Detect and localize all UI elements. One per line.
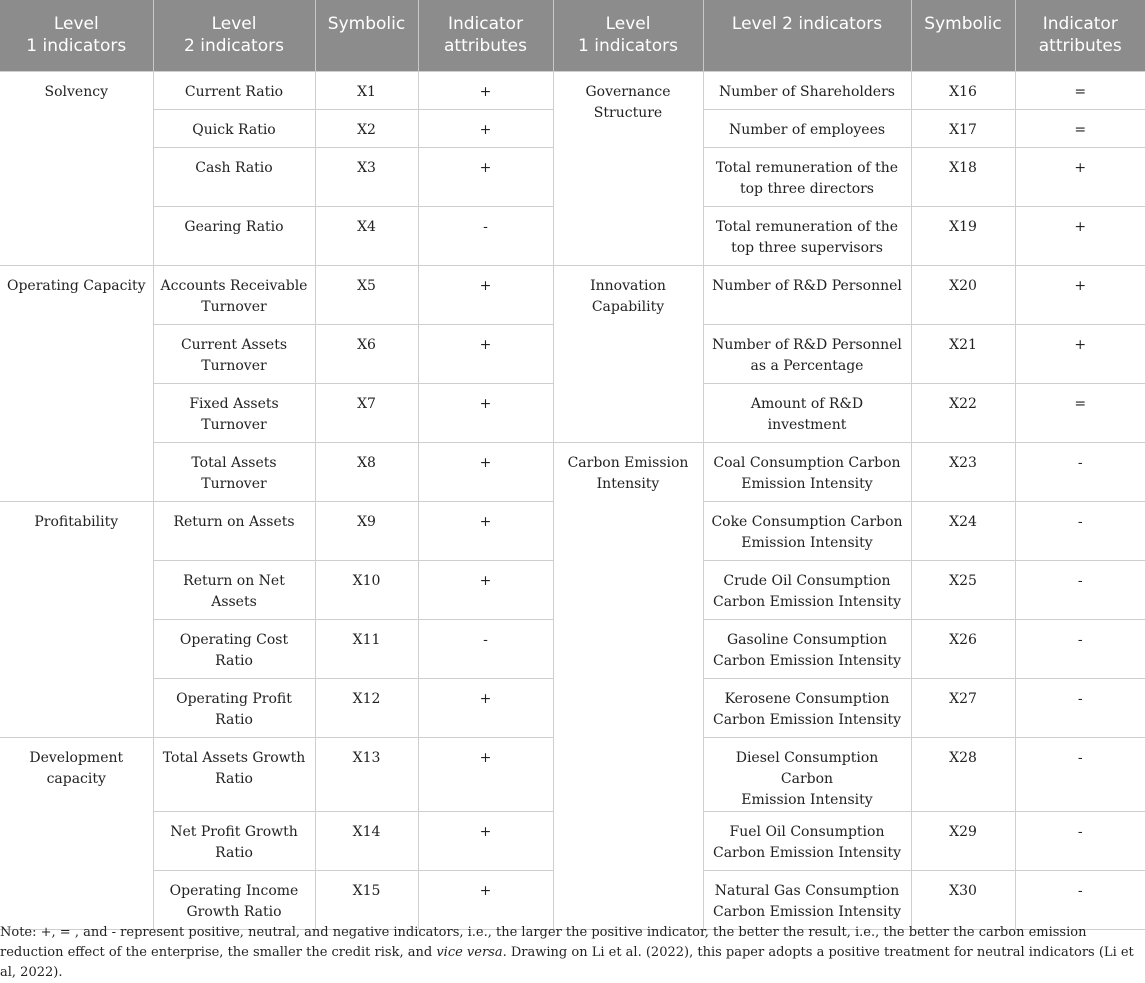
attribute-cell: - xyxy=(418,619,553,678)
note-italic: vice versa xyxy=(436,945,503,960)
level2-cell: Operating Cost Ratio xyxy=(153,619,315,678)
table-row xyxy=(0,442,1145,501)
attribute-cell: + xyxy=(418,324,553,383)
attribute-cell: + xyxy=(418,71,553,109)
symbol-cell: X17 xyxy=(911,109,1015,147)
level1-cell: Development capacity xyxy=(0,737,153,929)
level2-cell: Amount of R&D investment xyxy=(703,383,911,442)
symbol-cell: X11 xyxy=(315,619,418,678)
attribute-cell: - xyxy=(1015,737,1145,811)
header-row xyxy=(0,0,1145,71)
symbol-cell: X20 xyxy=(911,265,1015,324)
symbol-cell: X1 xyxy=(315,71,418,109)
table-note xyxy=(0,923,1140,983)
level2-cell: Natural Gas Consumption Carbon Emission Intensity xyxy=(703,870,911,929)
header-left-level2: Level 2 indicators xyxy=(153,0,315,71)
symbol-cell: X3 xyxy=(315,147,418,206)
attribute-cell: + xyxy=(418,442,553,501)
level2-cell: Total remuneration of the top three supervisors xyxy=(703,206,911,265)
attribute-cell: + xyxy=(418,560,553,619)
attribute-cell: + xyxy=(418,811,553,870)
level2-cell: Crude Oil Consumption Carbon Emission Intensity xyxy=(703,560,911,619)
symbol-cell: X6 xyxy=(315,324,418,383)
level1-cell: Governance Structure xyxy=(553,71,703,265)
symbol-cell: X29 xyxy=(911,811,1015,870)
symbol-cell: X22 xyxy=(911,383,1015,442)
note-text-end: . Drawing on Li et al. (2022), this paper adopts a positive treatment for neutral indicators (Li et al, 2022). xyxy=(0,945,1134,980)
attribute-cell: - xyxy=(1015,870,1145,929)
attribute-cell: + xyxy=(418,109,553,147)
level2-cell: Accounts Receivable Turnover xyxy=(153,265,315,324)
level2-cell: Total Assets Turnover xyxy=(153,442,315,501)
level2-cell: Operating Income Growth Ratio xyxy=(153,870,315,929)
symbol-cell: X12 xyxy=(315,678,418,737)
symbol-cell: X14 xyxy=(315,811,418,870)
symbol-cell: X5 xyxy=(315,265,418,324)
level2-cell: Total remuneration of the top three directors xyxy=(703,147,911,206)
attribute-cell: - xyxy=(1015,619,1145,678)
symbol-cell: X19 xyxy=(911,206,1015,265)
level2-cell: Return on Assets xyxy=(153,501,315,560)
attribute-cell: + xyxy=(1015,206,1145,265)
symbol-cell: X7 xyxy=(315,383,418,442)
level2-cell: Return on Net Assets xyxy=(153,560,315,619)
level2-cell: Net Profit Growth Ratio xyxy=(153,811,315,870)
level2-cell: Total Assets Growth Ratio xyxy=(153,737,315,811)
level1-cell: Solvency xyxy=(0,71,153,265)
symbol-cell: X4 xyxy=(315,206,418,265)
level2-cell: Gasoline Consumption Carbon Emission Intensity xyxy=(703,619,911,678)
symbol-cell: X15 xyxy=(315,870,418,929)
header-right-attributes: Indicator attributes xyxy=(1015,0,1145,71)
attribute-cell: + xyxy=(1015,324,1145,383)
header-left-symbolic: Symbolic xyxy=(315,0,418,71)
symbol-cell: X28 xyxy=(911,737,1015,811)
attribute-cell: + xyxy=(418,147,553,206)
header-right-symbolic: Symbolic xyxy=(911,0,1015,71)
symbol-cell: X30 xyxy=(911,870,1015,929)
level2-cell: Number of R&D Personnel as a Percentage xyxy=(703,324,911,383)
attribute-cell: = xyxy=(1015,383,1145,442)
header-right-level1: Level 1 indicators xyxy=(553,0,703,71)
table-row xyxy=(0,71,1145,109)
level2-cell: Coke Consumption Carbon Emission Intensity xyxy=(703,501,911,560)
level2-cell: Fuel Oil Consumption Carbon Emission Intensity xyxy=(703,811,911,870)
level2-cell: Coal Consumption Carbon Emission Intensity xyxy=(703,442,911,501)
level1-cell: Innovation Capability xyxy=(553,265,703,442)
level2-cell: Gearing Ratio xyxy=(153,206,315,265)
symbol-cell: X23 xyxy=(911,442,1015,501)
attribute-cell: + xyxy=(418,737,553,811)
level2-cell: Diesel Consumption Carbon Emission Intensity xyxy=(703,737,911,811)
symbol-cell: X9 xyxy=(315,501,418,560)
attribute-cell: - xyxy=(1015,811,1145,870)
attribute-cell: - xyxy=(1015,442,1145,501)
attribute-cell: + xyxy=(1015,265,1145,324)
attribute-cell: - xyxy=(1015,560,1145,619)
symbol-cell: X16 xyxy=(911,71,1015,109)
level2-cell: Number of Shareholders xyxy=(703,71,911,109)
level2-cell: Kerosene Consumption Carbon Emission Intensity xyxy=(703,678,911,737)
attribute-cell: + xyxy=(418,870,553,929)
attribute-cell: - xyxy=(1015,678,1145,737)
symbol-cell: X25 xyxy=(911,560,1015,619)
table-row xyxy=(0,265,1145,324)
level2-cell: Number of employees xyxy=(703,109,911,147)
attribute-cell: + xyxy=(418,383,553,442)
attribute-cell: + xyxy=(418,678,553,737)
attribute-cell: - xyxy=(1015,501,1145,560)
symbol-cell: X27 xyxy=(911,678,1015,737)
attribute-cell: - xyxy=(418,206,553,265)
header-left-level1: Level 1 indicators xyxy=(0,0,153,71)
level1-cell: Operating Capacity xyxy=(0,265,153,501)
attribute-cell: + xyxy=(418,265,553,324)
symbol-cell: X2 xyxy=(315,109,418,147)
symbol-cell: X13 xyxy=(315,737,418,811)
level2-cell: Current Assets Turnover xyxy=(153,324,315,383)
header-right-level2: Level 2 indicators xyxy=(703,0,911,71)
symbol-cell: X26 xyxy=(911,619,1015,678)
attribute-cell: = xyxy=(1015,109,1145,147)
level2-cell: Operating Profit Ratio xyxy=(153,678,315,737)
level2-cell: Cash Ratio xyxy=(153,147,315,206)
level2-cell: Quick Ratio xyxy=(153,109,315,147)
symbol-cell: X18 xyxy=(911,147,1015,206)
level2-cell: Current Ratio xyxy=(153,71,315,109)
header-left-attributes: Indicator attributes xyxy=(418,0,553,71)
attribute-cell: + xyxy=(418,501,553,560)
symbol-cell: X10 xyxy=(315,560,418,619)
level1-cell: Profitability xyxy=(0,501,153,737)
note-text-start: Note: +, = , and - represent positive, neutral, and negative indicators, i.e., the larger the positive indicator, the better the result, i.e., the better the carbon emission reduction effect of the enterprise, the smaller the credit risk, and xyxy=(0,925,1087,960)
symbol-cell: X21 xyxy=(911,324,1015,383)
symbol-cell: X8 xyxy=(315,442,418,501)
level1-cell: Carbon Emission Intensity xyxy=(553,442,703,929)
level2-cell: Fixed Assets Turnover xyxy=(153,383,315,442)
level2-cell: Number of R&D Personnel xyxy=(703,265,911,324)
symbol-cell: X24 xyxy=(911,501,1015,560)
attribute-cell: = xyxy=(1015,71,1145,109)
attribute-cell: + xyxy=(1015,147,1145,206)
